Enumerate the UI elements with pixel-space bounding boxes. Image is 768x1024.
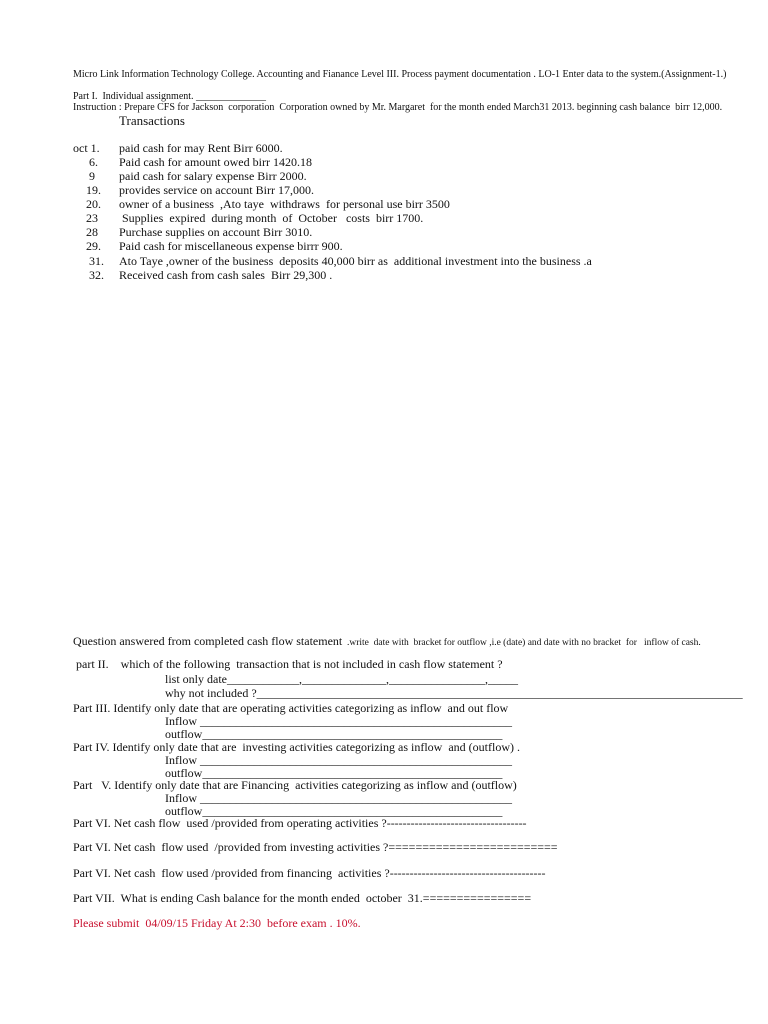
part4-question: Part IV. Identify only date that are investing activities categorizing as inflow and (outflow) . (73, 740, 520, 754)
transaction-text: Received cash from cash sales Birr 29,300 . (119, 268, 333, 282)
transaction-date: 31. (89, 254, 104, 268)
part3-inflow-line: Inflow ____________________________________________________ (165, 714, 512, 728)
questions-intro-main: Question answered from completed cash flow statement (73, 634, 343, 648)
transaction-date: 9 (89, 169, 95, 183)
part1-underline: ______________ (196, 91, 267, 102)
transactions-title: Transactions (119, 113, 185, 128)
questions-intro-note: .write date with bracket for outflow ,i.e (date) and date with no bracket for inflow of cash. (342, 638, 701, 648)
transaction-date: 32. (89, 268, 104, 282)
part1-label: Part I. Individual assignment. (73, 91, 194, 102)
transaction-text: paid cash for salary expense Birr 2000. (119, 169, 307, 183)
part6-operating-question: Part VI. Net cash flow used /provided from operating activities ?----------------------------------- (73, 816, 527, 830)
transaction-date: 29. (86, 239, 101, 253)
part2-why-line: why not included ?_________________________________________________________________________________ (165, 686, 743, 700)
transaction-date: 6. (89, 155, 98, 169)
questions-intro (73, 632, 701, 650)
submit-note: Please submit 04/09/15 Friday At 2:30 before exam . 10%. (73, 916, 361, 930)
transaction-text: Purchase supplies on account Birr 3010. (119, 225, 313, 239)
part3-outflow-line: outflow__________________________________________________ (165, 727, 503, 741)
transaction-date: 28 (86, 225, 98, 239)
part5-outflow-line: outflow__________________________________________________ (165, 804, 503, 818)
part6-financing-question: Part VI. Net cash flow used /provided from financing activities ?--------------------------------------- (73, 866, 546, 880)
transaction-text: Paid cash for amount owed birr 1420.18 (119, 155, 312, 169)
transaction-text: owner of a business ,Ato taye withdraws for personal use birr 3500 (119, 197, 450, 211)
transaction-date: 20. (86, 197, 101, 211)
part5-inflow-line: Inflow ____________________________________________________ (165, 791, 512, 805)
transaction-text: Supplies expired during month of October costs birr 1700. (119, 211, 424, 225)
part4-outflow-line: outflow__________________________________________________ (165, 766, 503, 780)
part4-inflow-line: Inflow ____________________________________________________ (165, 753, 512, 767)
list-item (73, 141, 100, 156)
transaction-date: 19. (86, 183, 101, 197)
transaction-text: paid cash for may Rent Birr 6000. (119, 141, 283, 155)
transaction-text: Paid cash for miscellaneous expense birrr 900. (119, 239, 343, 253)
part5-question: Part V. Identify only date that are Financing activities categorizing as inflow and (outflow) (73, 778, 517, 792)
transaction-date: oct 1. (73, 141, 100, 155)
transaction-text: Ato Taye ,owner of the business deposits 40,000 birr as additional investment into the business .a (119, 254, 592, 268)
part7-question: Part VII. What is ending Cash balance for the month ended october 31.================ (73, 891, 532, 905)
part2-question: part II. which of the following transaction that is not included in cash flow statement ? (73, 657, 503, 671)
transaction-text: provides service on account Birr 17,000. (119, 183, 314, 197)
part2-list-line: list only date____________,______________,________________,_____ (165, 672, 518, 686)
instruction: Instruction : Prepare CFS for Jackson corporation Corporation owned by Mr. Margaret for the month ended March31 2013. beginning cash balance birr 12,000. (73, 102, 723, 113)
college-header: Micro Link Information Technology College. Accounting and Fianance Level III. Process payment documentation . LO-1 Enter data to the system.(Assignment-1.) (73, 69, 727, 80)
part3-question: Part III. Identify only date that are operating activities categorizing as inflow and out flow (73, 701, 509, 715)
part6-investing-question: Part VI. Net cash flow used /provided from investing activities ?========================= (73, 840, 558, 854)
transaction-date: 23 (86, 211, 98, 225)
part1-label-line (73, 91, 266, 102)
